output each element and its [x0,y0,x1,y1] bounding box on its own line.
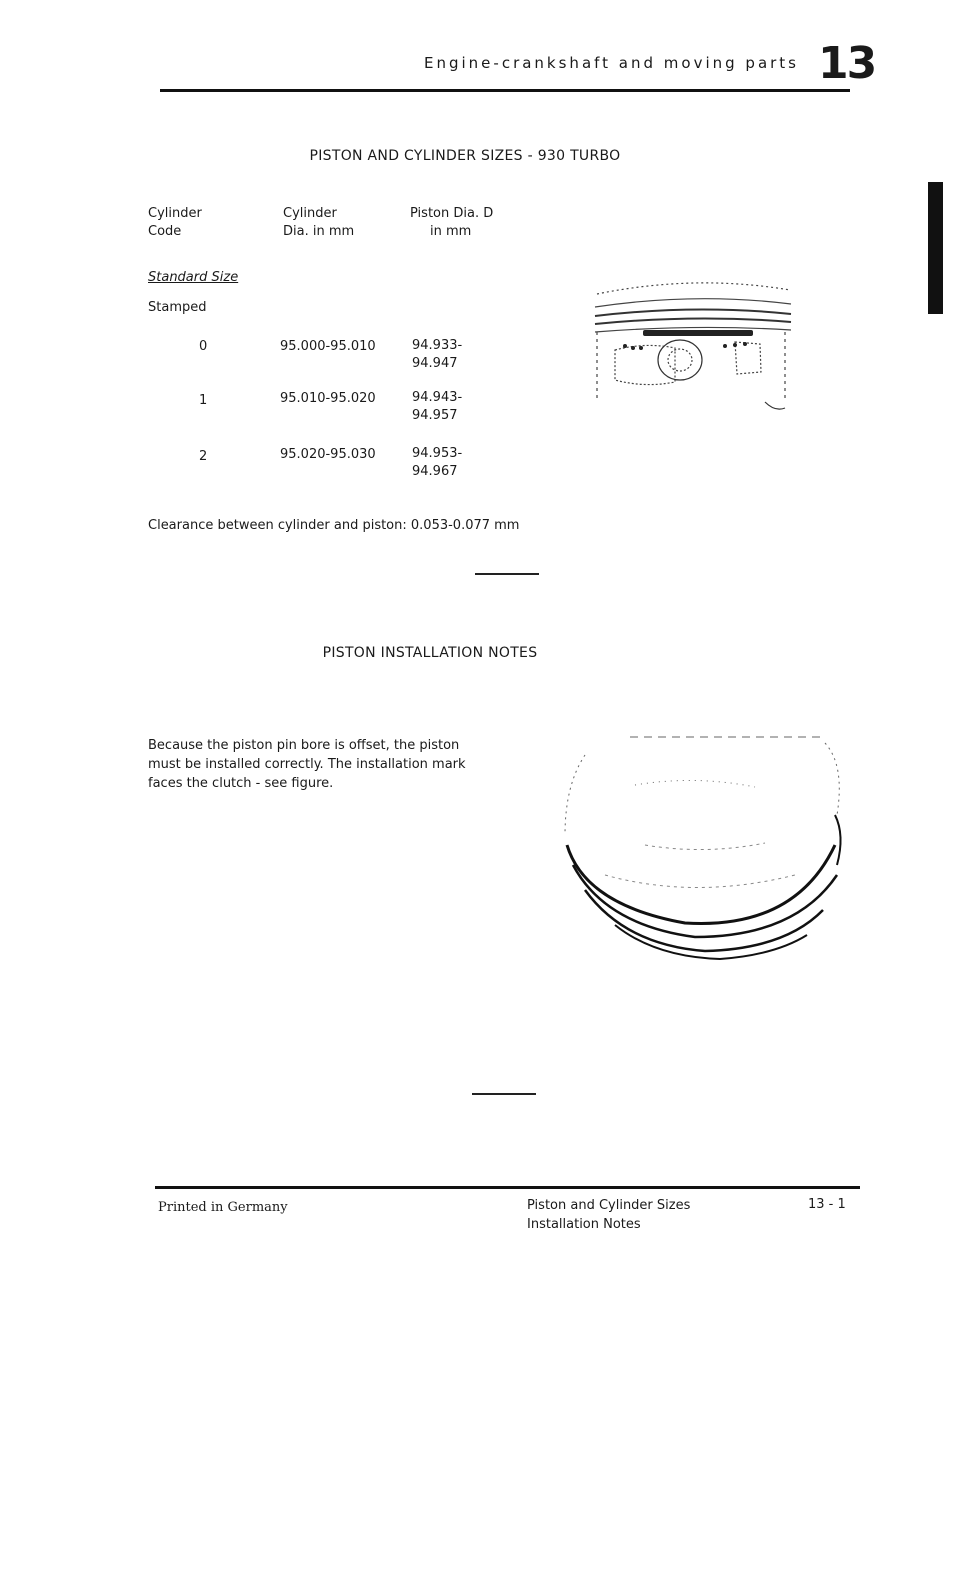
row1-piston-dia [412,389,462,425]
section-title-installation: PISTON INSTALLATION NOTES [322,645,538,661]
piston-top-view-figure [545,725,850,975]
installation-line2: must be installed correctly. The installation mark [148,757,466,772]
installation-line3: faces the clutch - see figure. [148,776,334,791]
chapter-number: 13 [818,38,876,89]
clearance-note: Clearance between cylinder and piston: 0.053-0.077 mm [148,518,520,533]
footer-page-number: 13 - 1 [808,1197,846,1212]
row2-code: 2 [199,449,208,464]
piston-side-view-figure [585,262,805,432]
footer-rule [155,1186,860,1189]
footer-printed-in: Printed in Germany [158,1200,288,1215]
standard-size-label: Standard Size [148,270,239,285]
col-header-cyl-line2: Dia. in mm [283,224,355,239]
footer-section-line1: Piston and Cylinder Sizes [527,1198,691,1213]
row0-code: 0 [199,339,208,354]
row0-piston-line2: 94.947 [412,356,458,371]
col-header-piston-line1: Piston Dia. D [410,206,494,221]
chapter-tab-marker [928,182,943,314]
row2-piston-dia [412,445,462,481]
section-title-sizes: PISTON AND CYLINDER SIZES - 930 TURBO [309,148,621,164]
row2-piston-line1: 94.953- [412,446,463,461]
col-header-code-line1: Cylinder [148,206,202,221]
row1-piston-line1: 94.943- [412,390,463,405]
installation-line1: Because the piston pin bore is offset, the piston [148,738,460,753]
header-rule [160,89,850,92]
row2-piston-line2: 94.967 [412,464,458,479]
row1-piston-line2: 94.957 [412,408,458,423]
row1-code: 1 [199,393,208,408]
footer-section-line2: Installation Notes [527,1217,641,1232]
col-header-cyl-line1: Cylinder [283,206,337,221]
col-header-code-line2: Code [148,224,182,239]
chapter-title: Engine-crankshaft and moving parts [424,54,799,72]
footer-section-names [527,1196,690,1234]
col-header-piston-line2: in mm [430,224,472,239]
row1-cyl-dia: 95.010-95.020 [280,391,376,406]
row0-cyl-dia: 95.000-95.010 [280,339,376,354]
stamped-label: Stamped [148,300,207,315]
row0-piston-line1: 94.933- [412,338,463,353]
col-header-code [148,205,202,241]
col-header-piston-dia [410,205,493,241]
section-divider-2 [472,1093,536,1095]
section-divider-1 [475,573,539,575]
col-header-cylinder-dia [283,205,354,241]
installation-body [148,736,466,793]
row2-cyl-dia: 95.020-95.030 [280,447,376,462]
row0-piston-dia [412,337,462,373]
